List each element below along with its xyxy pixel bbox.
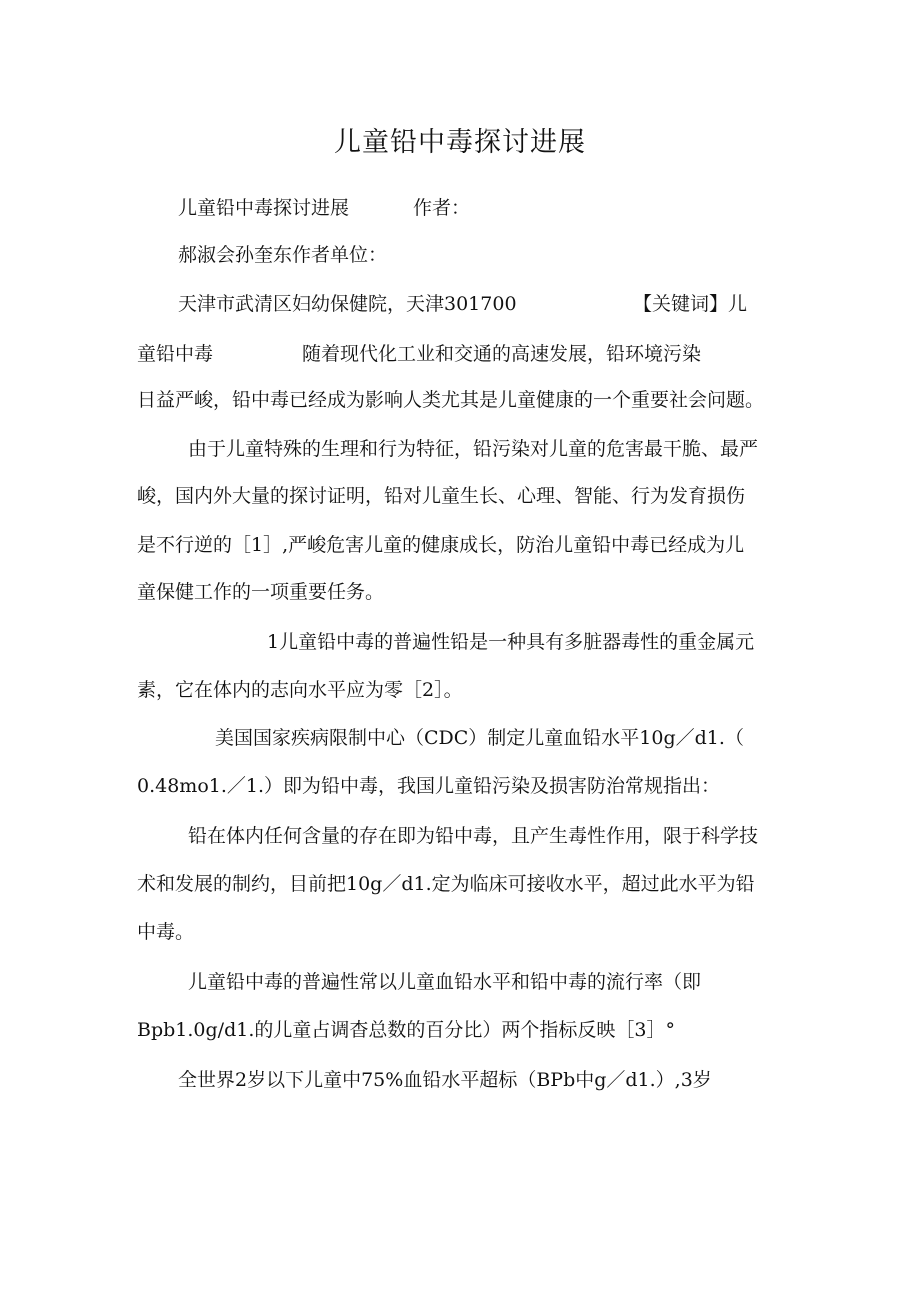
text-line: 铅在体内任何含量的存在即为铅中毒，且产生毒性作用，限于科学技 <box>188 825 759 847</box>
text-line: 童铅中毒 <box>137 343 214 365</box>
text-line: 全世界2岁以下儿童中75%血铅水平超标（BPb中g／d1.）,3岁 <box>178 1069 712 1091</box>
text-line: 儿童铅中毒的普遍性常以儿童血铅水平和铅中毒的流行率（即 <box>188 971 702 993</box>
text-line: 天津市武清区妇幼保健院，天津301700 <box>178 293 517 315</box>
text-line: 中毒。 <box>137 921 195 943</box>
text-line: 0.48mo1.／1.）即为铅中毒，我国儿童铅污染及损害防治常规指出： <box>137 775 721 797</box>
text-line: 随着现代化工业和交通的高速发展，铅环境污染 <box>302 343 702 365</box>
text-line: 郝淑会孙奎东作者单位： <box>178 244 388 266</box>
document-title: 儿童铅中毒探讨进展 <box>334 127 586 158</box>
text-line: 素，它在体内的志向水平应为零［2］。 <box>137 679 463 701</box>
text-line: 术和发展的制约，目前把10g／d1.定为临床可接收水平，超过此水平为铅 <box>137 873 755 895</box>
text-line: 是不行逆的［1］,严峻危害儿童的健康成长，防治儿童铅中毒已经成为儿 <box>137 534 745 556</box>
text-line: 儿童铅中毒探讨进展 <box>178 197 350 219</box>
text-line: 作者： <box>413 197 471 219</box>
text-line: 日益严峻，铅中毒已经成为影响人类尤其是儿童健康的一个重要社会问题。 <box>137 389 765 411</box>
text-line: 童保健工作的一项重要任务。 <box>137 581 385 603</box>
text-line: Bpb1.0g/d1.的儿童占调杳总数的百分比）两个指标反映［3］° <box>137 1019 675 1041</box>
text-line: 【关键词】儿 <box>633 293 748 315</box>
text-line: 美国国家疾病限制中心（CDC）制定儿童血铅水平10g／d1.（ <box>215 727 744 749</box>
text-line: 由于儿童特殊的生理和行为特征，铅污染对儿童的危害最干脆、最严 <box>188 438 759 460</box>
text-line: 峻，国内外大量的探讨证明，铅对儿童生长、心理、智能、行为发育损伤 <box>137 485 746 507</box>
text-line: 1儿童铅中毒的普遍性铅是一种具有多脏器毒性的重金属元 <box>267 631 755 653</box>
